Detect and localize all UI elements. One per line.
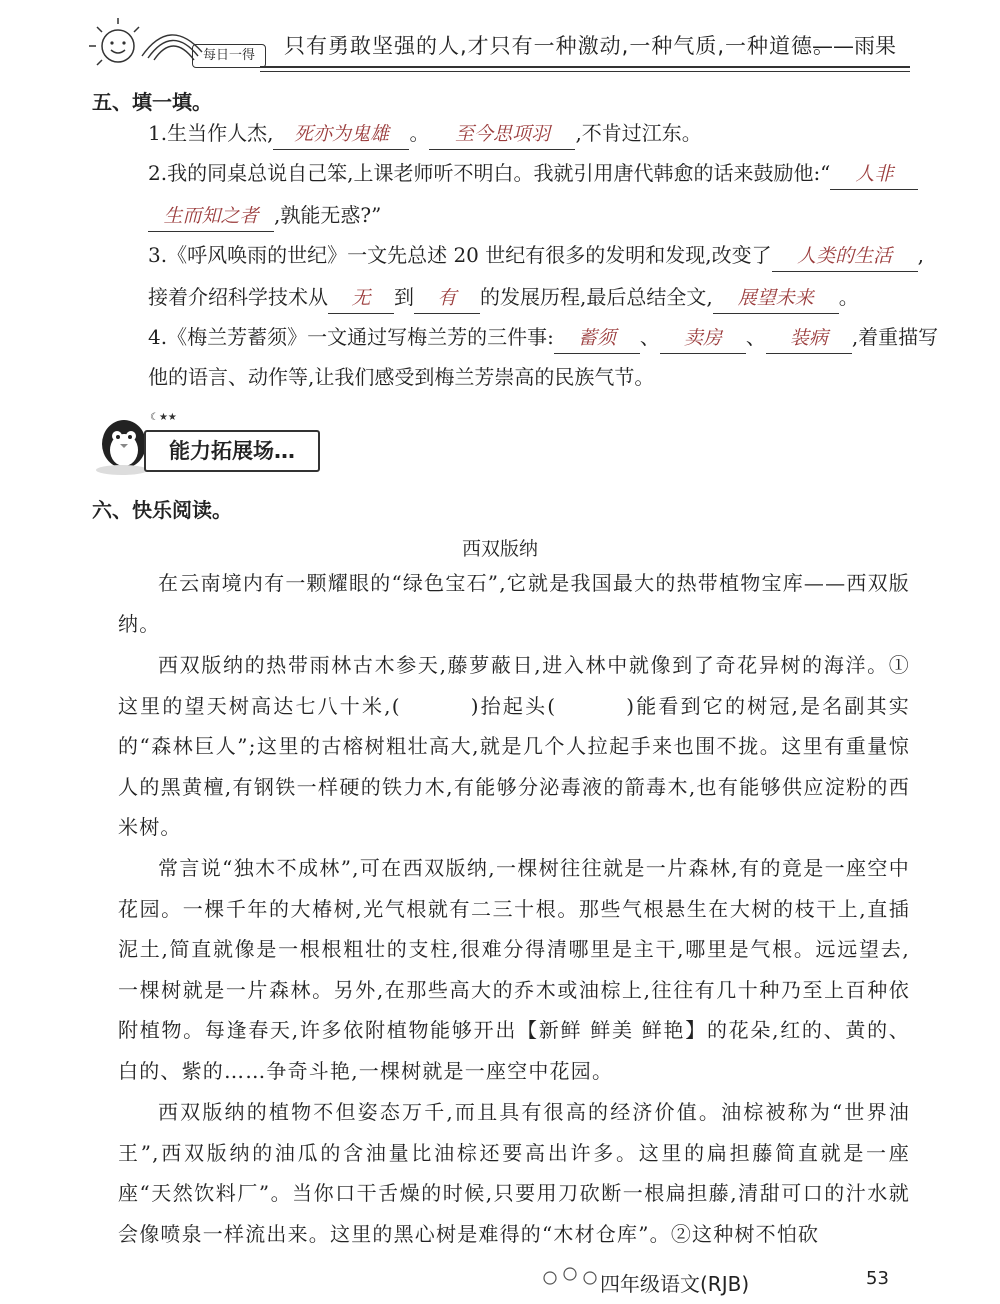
question-3 [148, 238, 924, 272]
footer-book-label: 四年级语文(RJB) [600, 1272, 750, 1296]
q1-text: 1.生当作人杰, [148, 121, 274, 145]
q2-text: 2.我的同桌总说自己笨,上课老师听不明白。我就引用唐代韩愈的话来鼓励他:“ [148, 161, 831, 185]
question-2 [148, 156, 918, 190]
question-1 [148, 116, 702, 150]
q4-text: ,着重描写 [851, 325, 939, 349]
page-number: 53 [866, 1268, 889, 1289]
header-quote: 只有勇敢坚强的人,才只有一种激动,一种气质,一种道德。 [284, 34, 836, 58]
q1-answer-1: 死亦为鬼雄 [273, 119, 409, 150]
passage-title: 西双版纳 [461, 538, 538, 560]
passage-paragraph-4: 西双版纳的植物不但姿态万千,而且具有很高的经济价值。油棕被称为“世界油王”,西双版纳的油瓜的含油量比油棕还要高出许多。这里的扁担藤简直就是一座座“天然饮料厂”。当你口干舌燥的时候,只要用刀砍断一根扁担藤,清甜可口的汁水就会像喷泉一样流出来。这里的黑心树是难得的“木材仓库”。②这种树不怕砍 [118, 1100, 910, 1246]
q4-answer-3: 装病 [766, 323, 852, 354]
question-3-cont [148, 280, 859, 314]
q3-text: 。 [838, 285, 859, 309]
ability-extension-banner [92, 408, 332, 478]
q4-answer-2: 卖房 [660, 323, 746, 354]
section-6-title: 六、快乐阅读。 [92, 498, 232, 522]
header-rule [260, 66, 910, 68]
q3-text: 到 [394, 285, 414, 309]
q2-answer-2: 生而知之者 [148, 201, 274, 232]
question-4-cont: 他的语言、动作等,让我们感受到梅兰芳崇高的民族气节。 [148, 365, 655, 389]
passage-paragraph-3: 常言说“独木不成林”,可在西双版纳,一棵树往往就是一片森林,有的竟是一座空中花园。一棵千年的大椿树,光气根就有二三十根。那些气根悬生在大树的枝干上,直插泥土,简直就像是一根根粗壮的支柱,很难分得清哪里是主干,哪里是气根。远远望去,一棵树就是一片森林。另外,在那些高大的乔木或油棕上,往往有几十种乃至上百种依附植物。每逢春天,许多依附植物能够开出【新鲜 鲜美 鲜艳】的花朵,红的、黄的、白的、紫的……争奇斗艳,一棵树就是一座空中花园。 [118, 856, 910, 1083]
question-4 [148, 320, 938, 354]
q3-text: 的发展历程,最后总结全文, [480, 285, 713, 309]
q3-text: 3.《呼风唤雨的世纪》一文先总述 20 世纪有很多的发明和发现,改变了 [148, 243, 772, 267]
q4-text: 、 [745, 325, 766, 349]
paragraph-text: )抬起头( [470, 693, 557, 718]
header-author: ——雨果 [812, 34, 896, 58]
header-rule [260, 71, 910, 72]
daily-motto-label: 每日一得 [192, 44, 266, 68]
svg-text:☾★★: ☾★★ [150, 412, 177, 423]
q3-answer-3: 有 [414, 283, 480, 314]
banner-label: 能力拓展场… [144, 430, 320, 472]
flower-decoration-icon [540, 1264, 600, 1292]
q3-answer-2: 无 [328, 283, 394, 314]
q3-text: , [917, 243, 924, 267]
q4-text: 、 [639, 325, 660, 349]
paragraph-text: 西双版纳的热带雨林古木参天,藤萝蔽日,进入林中就像到了奇花异树的海洋。①这里的望天树高达七八十米,( [118, 653, 910, 718]
q2-answer-1: 人非 [830, 159, 918, 190]
q1-text: 。 [409, 121, 430, 145]
section-5-title: 五、填一填。 [92, 90, 212, 114]
question-2-cont [148, 198, 381, 232]
passage-paragraph-1: 在云南境内有一颗耀眼的“绿色宝石”,它就是我国最大的热带植物宝库——西双版纳。 [118, 571, 910, 636]
sun-rainbow-icon [80, 8, 210, 70]
q1-answer-2: 至今思项羽 [429, 119, 575, 150]
q2-text: ,孰能无惑?” [274, 203, 382, 227]
q3-answer-1: 人类的生活 [772, 241, 918, 272]
q4-answer-1: 蓄须 [554, 323, 640, 354]
q3-answer-4: 展望未来 [713, 283, 839, 314]
q3-text: 接着介绍科学技术从 [148, 285, 328, 309]
q1-text: ,不肯过江东。 [575, 121, 702, 145]
page-header [0, 0, 1000, 80]
paragraph-text: )能看到它的树冠,是名副其实的“森林巨人”;这里的古榕树粗壮高大,就是几个人拉起手来也围不拢。这里有重量惊人的黑黄檀,有钢铁一样硬的铁力木,有能够分泌毒液的箭毒木,也有能够供应淀粉的西米树。 [118, 693, 910, 840]
q4-text: 4.《梅兰芳蓄须》一文通过写梅兰芳的三件事: [148, 325, 554, 349]
passage-paragraph-2 [118, 645, 910, 848]
